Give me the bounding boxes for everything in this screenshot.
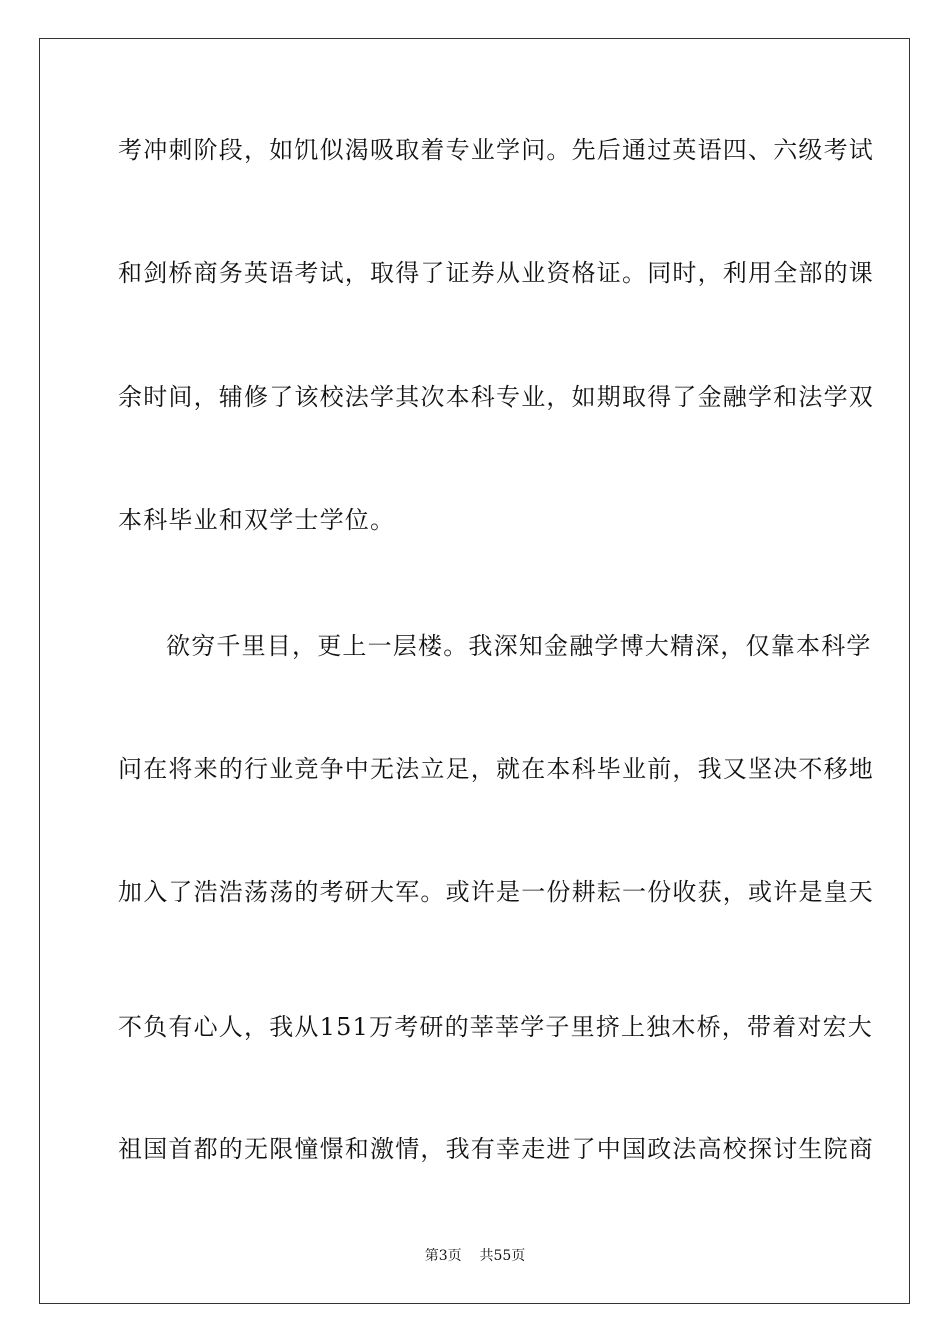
text-line-5: 欲穷千里目，更上一层楼。我深知金融学博大精深，仅靠本科学 xyxy=(166,632,872,660)
text-line-2: 和剑桥商务英语考试，取得了证券从业资格证。同时，利用全部的课 xyxy=(118,259,874,287)
text-line-8: 不负有心人，我从151万考研的莘莘学子里挤上独木桥，带着对宏大 xyxy=(118,1013,874,1041)
page-footer xyxy=(0,1247,950,1265)
text-line-6: 问在将来的行业竞争中无法立足，就在本科毕业前，我又坚决不移地 xyxy=(118,755,874,783)
footer-gap xyxy=(462,1248,480,1264)
text-line-1: 考冲刺阶段，如饥似渴吸取着专业学问。先后通过英语四、六级考试 xyxy=(118,136,874,164)
text-line-3: 余时间，辅修了该校法学其次本科专业，如期取得了金融学和法学双 xyxy=(118,383,874,411)
page-border xyxy=(39,38,910,1304)
total-pages: 共55页 xyxy=(479,1248,526,1264)
text-line-4: 本科毕业和双学士学位。 xyxy=(118,506,396,534)
text-line-7: 加入了浩浩荡荡的考研大军。或许是一份耕耘一份收获，或许是皇天 xyxy=(118,878,874,906)
page-number: 第3页 xyxy=(424,1248,462,1264)
text-line-9: 祖国首都的无限憧憬和激情，我有幸走进了中国政法高校探讨生院商 xyxy=(118,1135,874,1163)
